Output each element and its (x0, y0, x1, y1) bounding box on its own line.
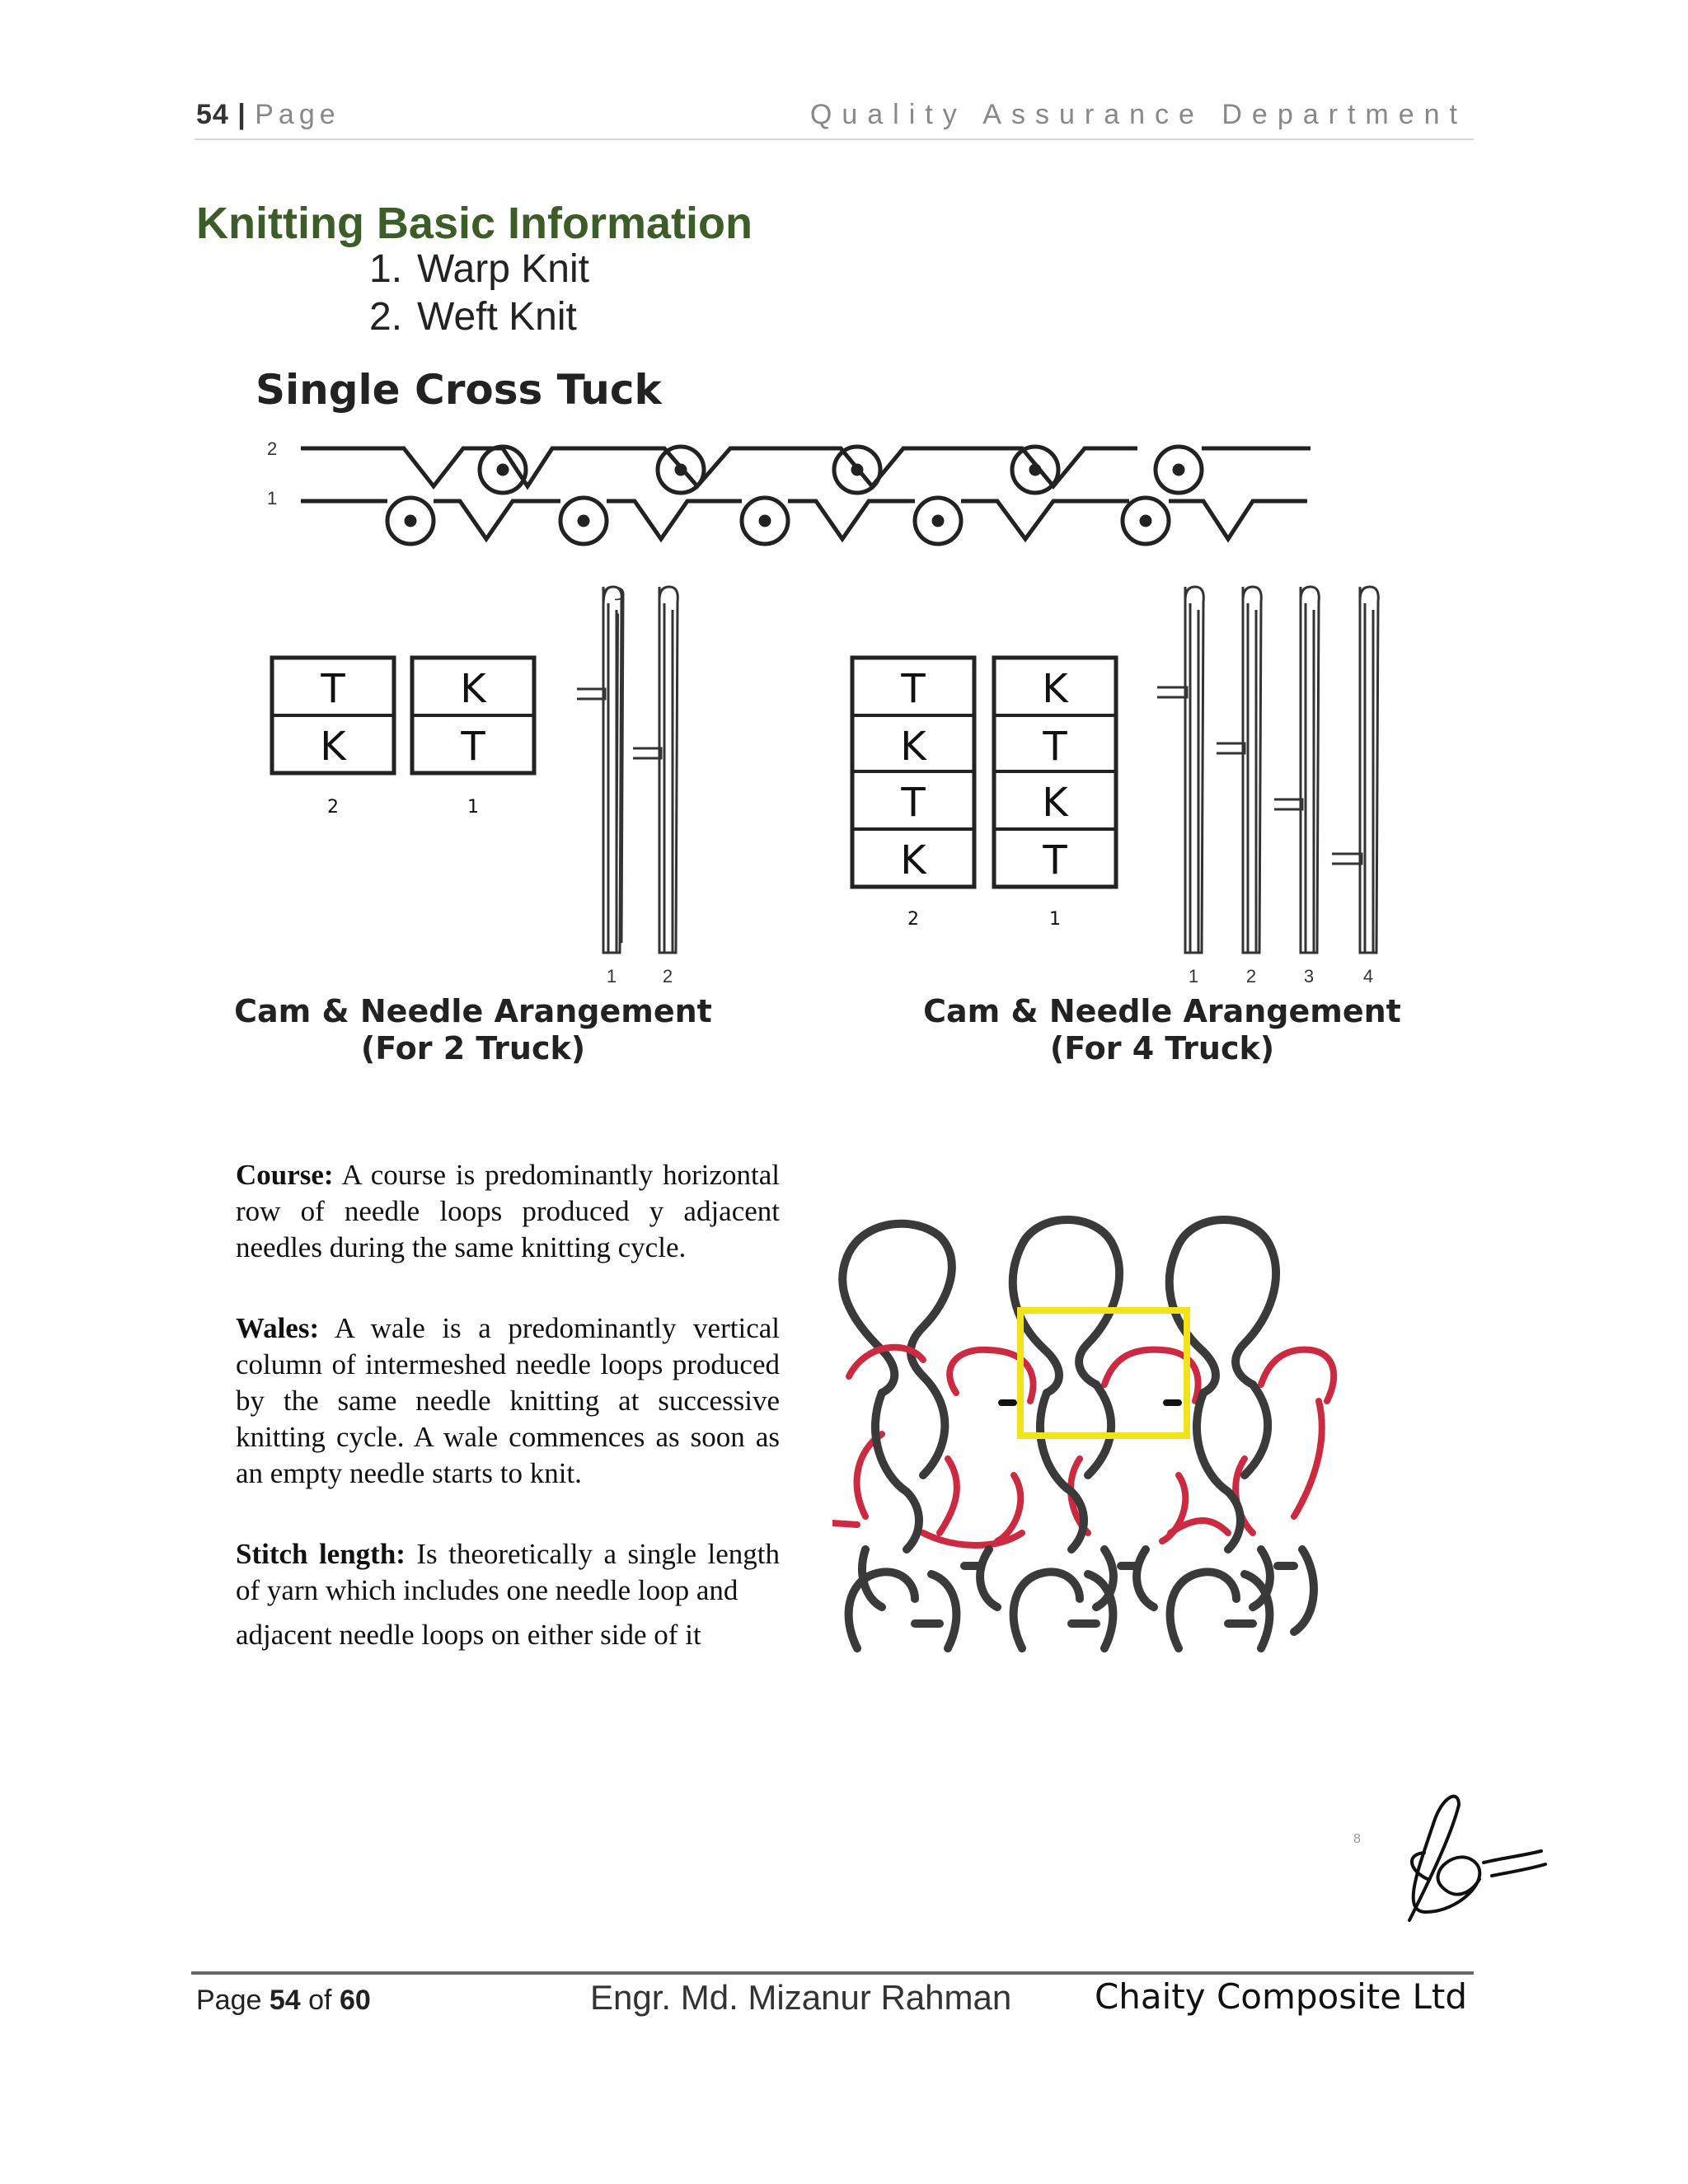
caption-4-truck-line2: (For 4 Truck) (1049, 1030, 1275, 1066)
footer-author: Engr. Md. Mizanur Rahman (590, 1978, 1012, 2017)
page-word: Page (255, 99, 340, 130)
caption-2-truck-line2: (For 2 Truck) (360, 1030, 586, 1066)
single-cross-tuck-figure (198, 363, 1484, 1088)
page-title: Knitting Basic Information (196, 199, 753, 248)
cam-cell: T (461, 724, 485, 770)
footer-page-total: 60 (339, 1985, 371, 2016)
list-item (369, 246, 589, 293)
cam-cell: T (901, 780, 926, 826)
yarn-path-row-1 (301, 498, 1307, 544)
definition-text: A wale is a predominantly vertical column of intermeshed needle loops produced by the same needle knitting at successive knitting cycle. A wale commences as soon as an empty needle starts to knit. (236, 1312, 780, 1489)
list-item-text: Warp Knit (417, 247, 589, 291)
footer-divider (191, 1971, 1474, 1975)
cam-column-label: 2 (907, 909, 919, 930)
footer-company: Chaity Composite Ltd (1094, 1976, 1467, 2017)
list-item (369, 293, 589, 341)
definition-course (236, 1157, 780, 1266)
row-label-2: 2 (267, 438, 278, 459)
footer-page-prefix: Page (196, 1985, 262, 2016)
needles-2-truck (577, 587, 678, 987)
needle-label: 1 (1188, 966, 1199, 987)
needle-label: 1 (606, 966, 617, 987)
cam-cell: T (321, 666, 345, 712)
definitions-block (236, 1157, 780, 1698)
list-item-text: Weft Knit (417, 295, 577, 339)
cam-column-label: 2 (327, 797, 339, 818)
signature-mark: 8 (1353, 1832, 1361, 1846)
cam-cell: K (1042, 666, 1068, 712)
needle-label: 2 (1245, 966, 1257, 987)
cam-cell: K (900, 724, 926, 770)
cam-grid-4-truck (852, 658, 1116, 930)
cam-column-label: 1 (1049, 909, 1061, 930)
needle-label: 2 (662, 966, 673, 987)
department-header: Quality Assurance Department (809, 99, 1467, 130)
list-item-number: 2. (369, 295, 403, 339)
gray-loop-row-bottom (849, 1566, 1294, 1648)
needles-4-truck (1157, 587, 1378, 987)
definition-wales (236, 1310, 780, 1492)
signature (1335, 1780, 1566, 1961)
cam-cell: K (460, 666, 486, 712)
list-item-number: 1. (369, 247, 403, 291)
cam-cell: K (1042, 780, 1068, 826)
caption-2-truck-line1: Cam & Needle Arangement (234, 993, 712, 1029)
definition-stitch-length (236, 1536, 780, 1609)
definition-term: Stitch length: (236, 1538, 406, 1570)
cam-cell: K (900, 837, 926, 883)
cam-grid-2-truck (272, 658, 534, 818)
knit-types-list (369, 246, 589, 341)
cam-column-label: 1 (467, 797, 479, 818)
caption-4-truck-line1: Cam & Needle Arangement (923, 993, 1401, 1029)
definition-term: Course: (236, 1159, 334, 1191)
footer-page-count (196, 1985, 371, 2017)
gray-loop-row-top (842, 1220, 1276, 1393)
needle-label: 4 (1362, 966, 1374, 987)
footer-page-current: 54 (269, 1985, 301, 2016)
page-number: 54 (196, 99, 229, 130)
cam-cell: T (1043, 837, 1067, 883)
loop-structure-figure (832, 1187, 1343, 1657)
definition-text: Is theoretically a single length of yarn which includes one needle loop and (236, 1538, 781, 1606)
cam-cell: K (320, 724, 346, 770)
cam-cell: T (901, 666, 926, 712)
definition-term: Wales: (236, 1312, 320, 1344)
needle-label: 3 (1303, 966, 1315, 987)
definition-text: A course is predominantly horizontal row of needle loops produced y adjacent needles during the same knitting cycle. (236, 1159, 780, 1263)
figure-title: Single Cross Tuck (256, 366, 662, 414)
row-label-1: 1 (267, 488, 278, 509)
gray-loop-row-middle (862, 1376, 1314, 1632)
footer-page-of: of (308, 1985, 332, 2016)
yarn-path-row-2 (301, 447, 1311, 493)
definition-continuation: adjacent needle loops on either side of it (236, 1619, 701, 1651)
header-divider (195, 138, 1474, 140)
cam-cell: T (1043, 724, 1067, 770)
page-number-header: 54 | Page (196, 99, 340, 130)
